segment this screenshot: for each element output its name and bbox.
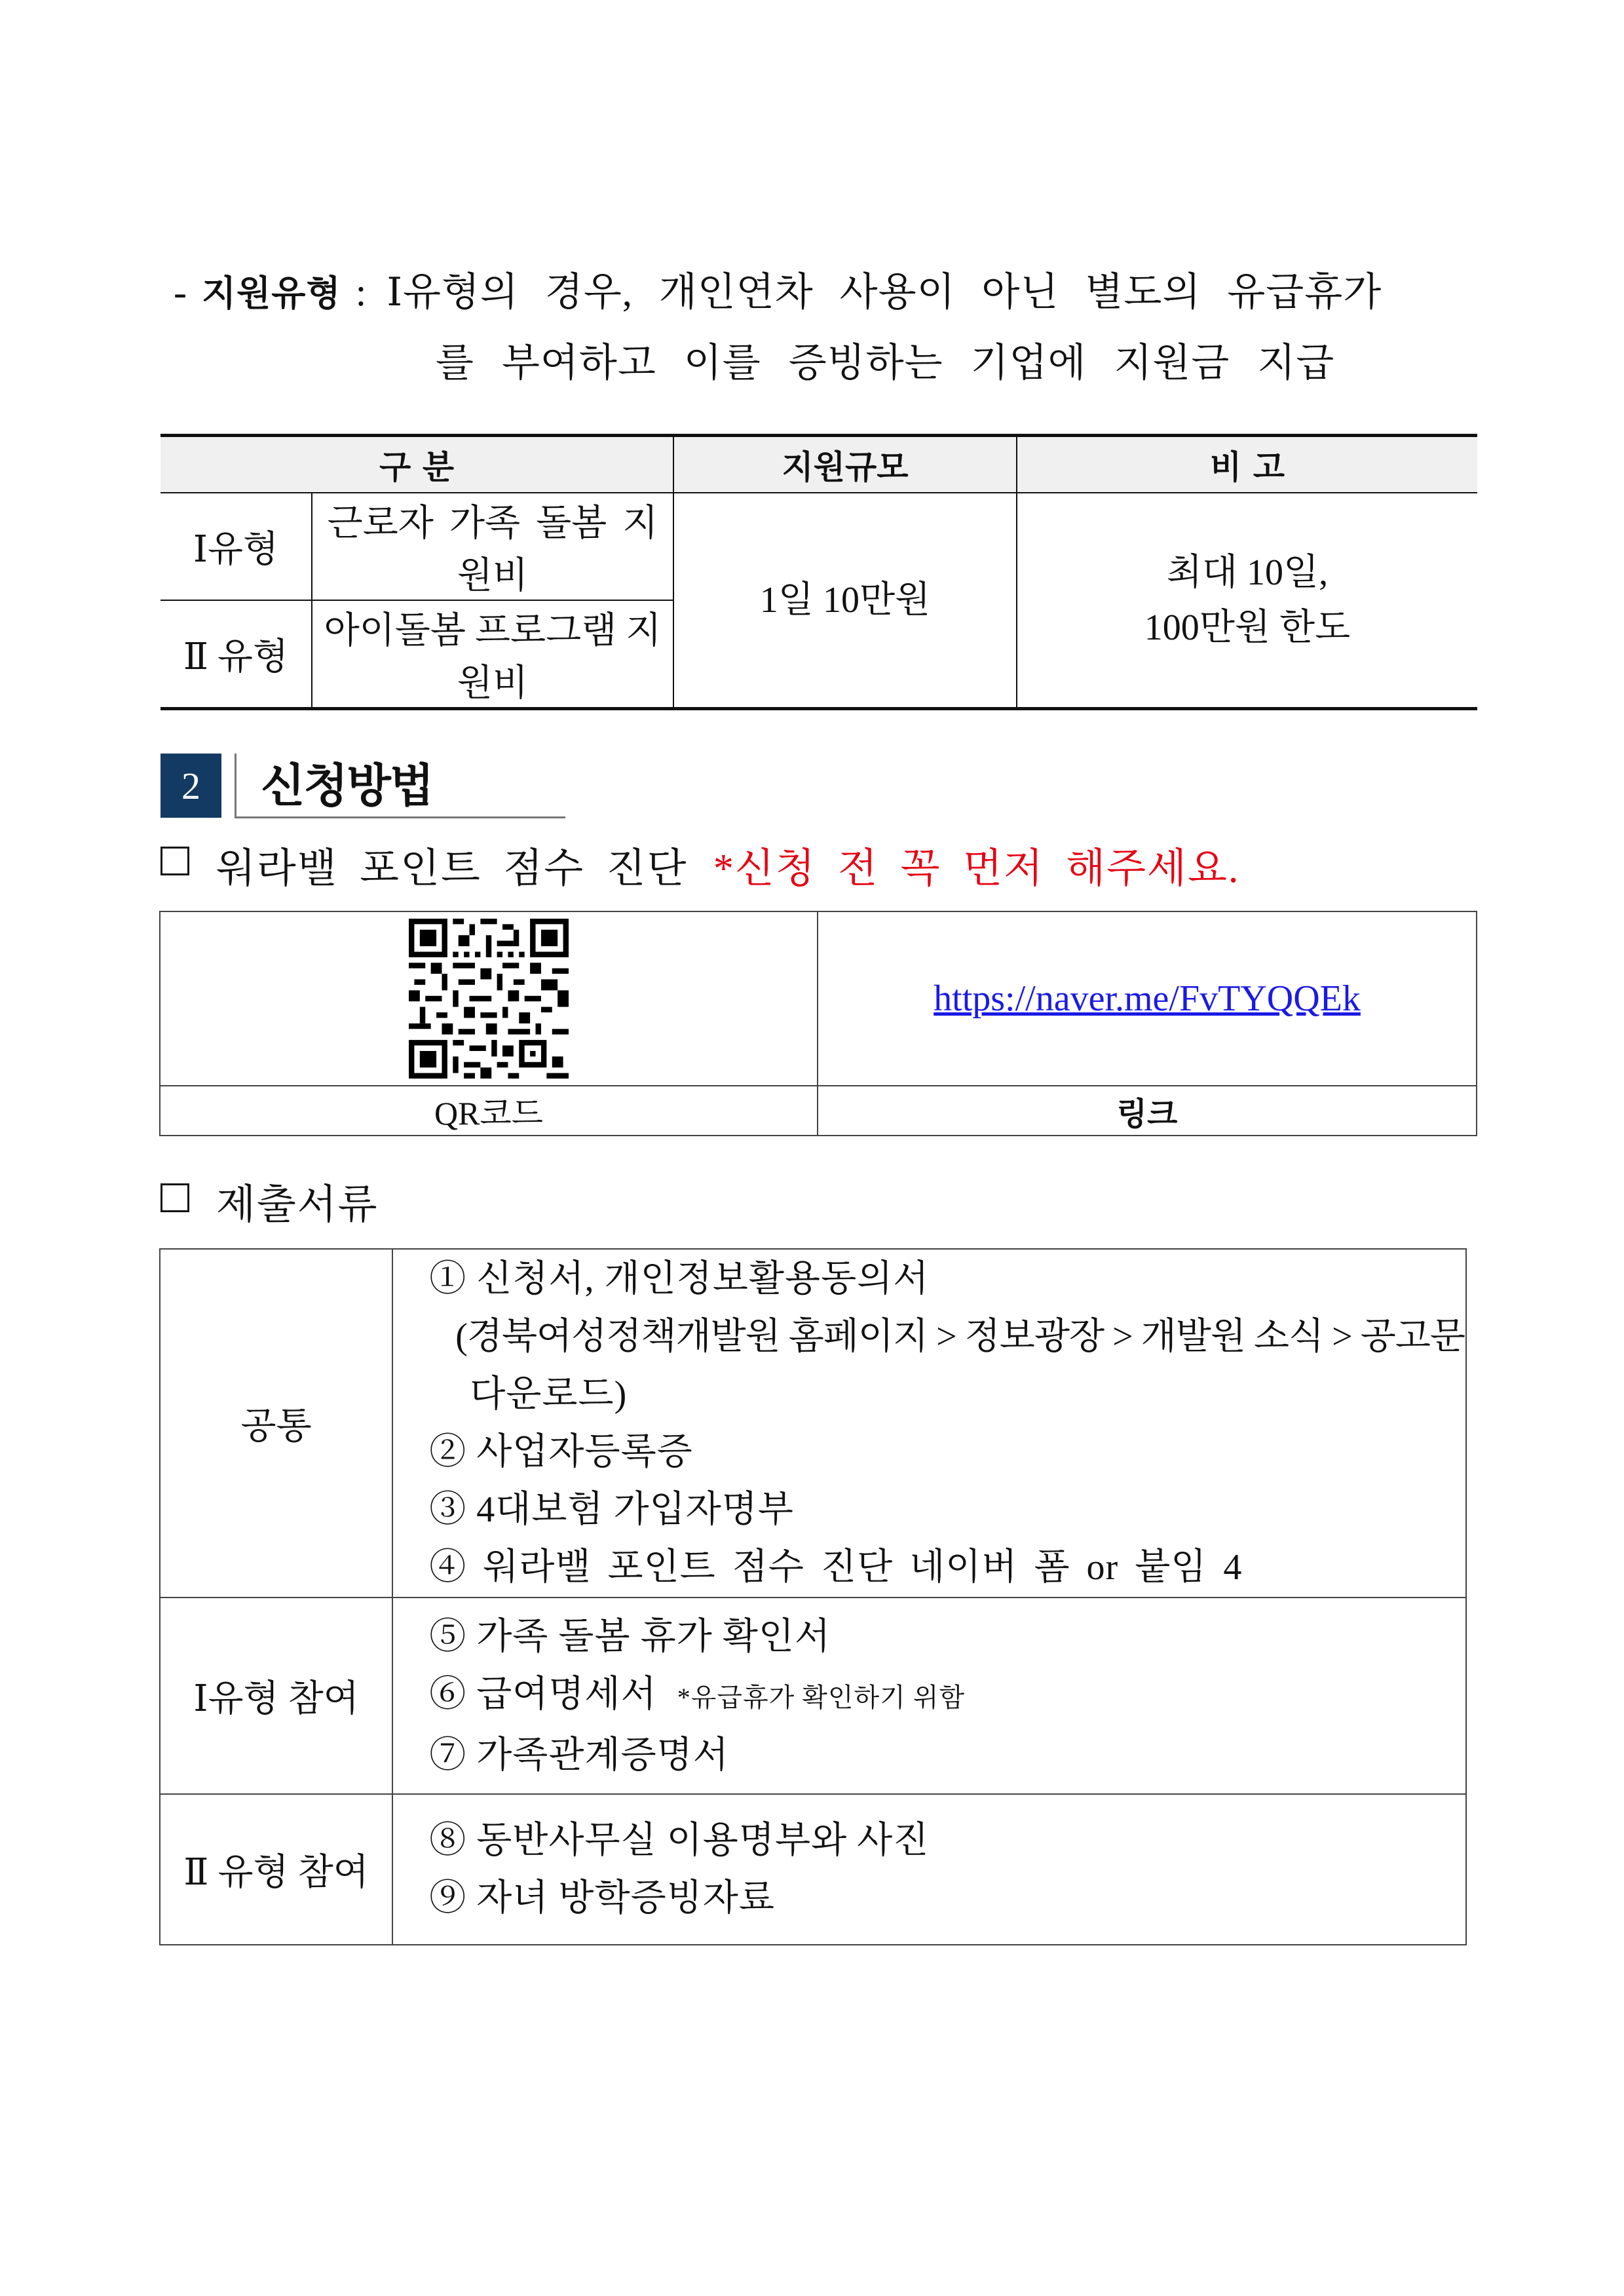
type1-items: [392, 1598, 1466, 1794]
section-divider: [235, 754, 236, 818]
checklist-documents: 제출서류: [216, 1183, 379, 1227]
section-underline: [235, 816, 565, 818]
support-type-line-1: [174, 261, 1382, 317]
doc-item: ③ 4대보험 가입자명부: [429, 1489, 794, 1530]
support-type-label: 지원유형: [201, 273, 341, 314]
doc-item: ② 사업자등록증: [429, 1432, 693, 1472]
qr-link-table: [159, 911, 1477, 1136]
survey-link[interactable]: https://naver.me/FvTYQQEk: [934, 978, 1361, 1019]
support-type-desc-1: Ⅰ유형의 경우, 개인연차 사용이 아닌 별도의 유급휴가: [387, 271, 1382, 314]
type-2-cell: Ⅱ 유형: [161, 600, 312, 709]
link-caption: 링크: [818, 1086, 1477, 1136]
header-scale: 지원규모: [673, 436, 1017, 493]
common-items: [392, 1249, 1466, 1598]
common-label: 공통: [160, 1249, 392, 1598]
bullet-dash: -: [174, 271, 187, 314]
checklist-point-diagnosis: [216, 835, 1239, 894]
type-2-program: 아이돌봄 프로그램 지원비: [312, 600, 673, 709]
doc-item-text: ⑥ 급여명세서: [429, 1674, 657, 1715]
colon: :: [355, 271, 368, 314]
doc-item: ⑧ 동반사무실 이용명부와 사진: [429, 1820, 930, 1861]
doc-item-note: (경북여성정책개발원 홈페이지 > 정보광장 > 개발원 소식 > 공고문: [455, 1316, 1465, 1357]
checkbox-icon: [161, 1183, 189, 1212]
doc-item-note: 다운로드): [470, 1374, 628, 1415]
checkbox-icon: [161, 847, 189, 875]
qr-cell: [160, 911, 818, 1086]
doc-item: ④ 워라밸 포인트 점수 진단 네이버 폼 or 붙임 4: [429, 1547, 1243, 1588]
note-line-2: 100만원 한도: [1144, 607, 1351, 648]
qr-code-icon[interactable]: [409, 919, 569, 1079]
warning-text: *신청 전 꼭 먼저 해주세요.: [713, 847, 1240, 891]
doc-item: ⑤ 가족 돌봄 휴가 확인서: [429, 1616, 831, 1657]
doc-item: [429, 1666, 1465, 1727]
checklist-text: 워라밸 포인트 점수 진단: [216, 847, 688, 891]
type1-label: Ⅰ유형 참여: [160, 1598, 392, 1794]
section-title: 신청방법: [261, 759, 433, 813]
link-cell: [818, 911, 1477, 1086]
type2-label: Ⅱ 유형 참여: [160, 1794, 392, 1945]
type-1-program: 근로자 가족 돌봄 지원비: [312, 493, 673, 600]
documents-table: [159, 1248, 1467, 1945]
doc-item-remark: *유급휴가 확인하기 위함: [677, 1682, 966, 1712]
doc-item: ⑨ 자녀 방학증빙자료: [429, 1878, 775, 1919]
support-scale-table: [161, 434, 1477, 710]
qr-caption: QR코드: [160, 1086, 818, 1136]
header-note: 비 고: [1017, 436, 1477, 493]
header-category: 구 분: [161, 436, 673, 493]
type-1-cell: Ⅰ유형: [161, 493, 312, 600]
type2-items: [392, 1794, 1466, 1945]
note-line-1: 최대 10일,: [1166, 552, 1329, 593]
support-note: [1017, 493, 1477, 709]
support-type-desc-2: 를 부여하고 이를 증빙하는 기업에 지원금 지급: [436, 341, 1335, 385]
doc-item: ⑦ 가족관계증명서: [429, 1734, 729, 1776]
support-scale-value: 1일 10만원: [673, 493, 1017, 709]
section-number-badge: 2: [161, 754, 221, 818]
doc-item: ① 신청서, 개인정보활용동의서: [429, 1259, 930, 1299]
